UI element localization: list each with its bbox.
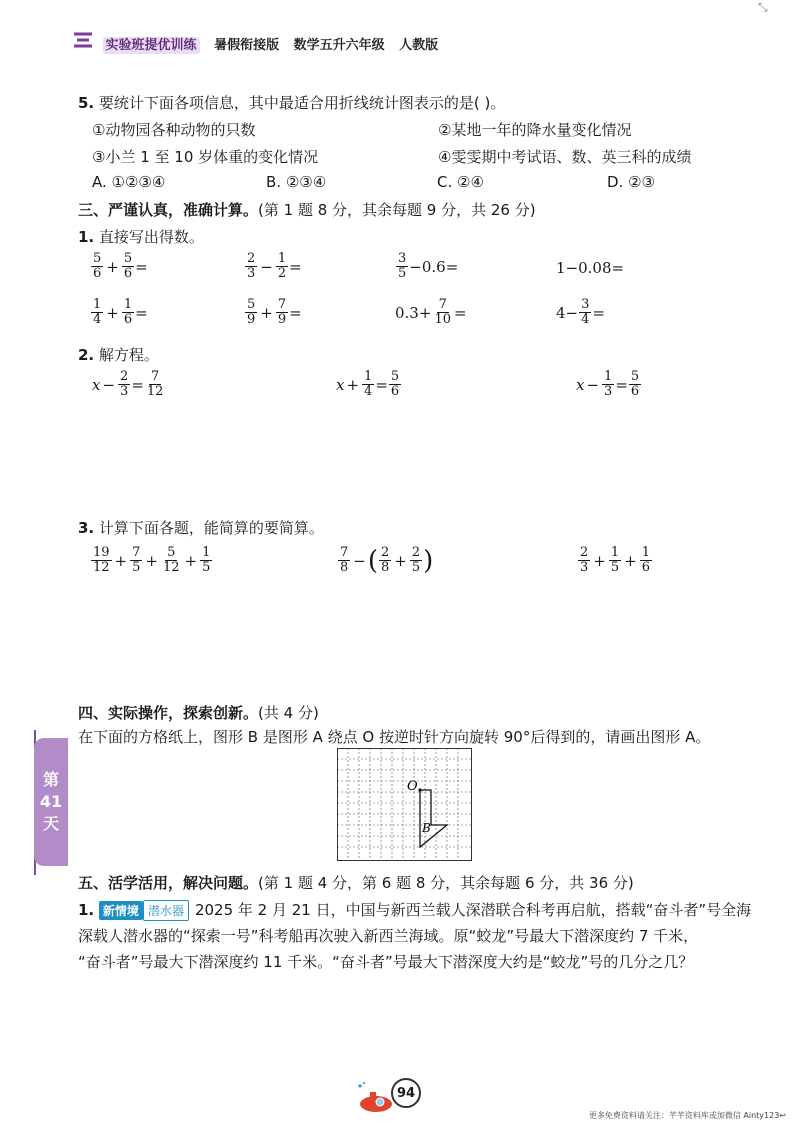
simplify-1: $\frac{19}{12}$ + $\frac{7}{5}$ + $\frac{5}{12}$ + $\frac{1}{5}$ bbox=[93, 545, 211, 575]
q5-item-2: ②某地一年的降水量变化情况 bbox=[438, 121, 632, 139]
calc-b2: $\frac{5}{9}$ + $\frac{7}{9}$ = bbox=[247, 297, 302, 327]
page-number: 94 bbox=[391, 1078, 421, 1108]
section3-title: 三、严谨认真，准确计算。 bbox=[78, 201, 259, 219]
q5-choice-a: A. ①②③④ bbox=[92, 173, 166, 191]
header-brand: 实验班提优训练 bbox=[103, 37, 200, 54]
section4-heading bbox=[78, 702, 319, 723]
s5-q1-text-3: “奋斗者”号最大下潜深度约 11 千米。“奋斗者”号最大下潜深度大约是“蛟龙”号的几分之几？ bbox=[78, 953, 694, 971]
point-o bbox=[418, 788, 421, 791]
calc-b3: 0.3+ $\frac{7}{10}$ = bbox=[395, 297, 467, 327]
section5-title: 五、活学活用，解决问题。 bbox=[78, 874, 259, 892]
side-tab-day bbox=[34, 738, 68, 866]
section4-title: 四、实际操作，探索创新。 bbox=[78, 704, 259, 722]
q5-choice-c: C. ②④ bbox=[437, 173, 484, 191]
section5-heading bbox=[78, 872, 634, 893]
calc-a2: $\frac{2}{3}$ − $\frac{1}{2}$ = bbox=[247, 251, 302, 281]
calc-a4: 1−0.08= bbox=[556, 259, 625, 277]
q5-item-1: ①动物园各种动物的只数 bbox=[92, 121, 256, 139]
s3-q3-number: 3. bbox=[78, 519, 95, 537]
calc-a1: $\frac{5}{6}$ + $\frac{5}{6}$ = bbox=[93, 251, 148, 281]
section3-note: (第 1 题 8 分，其余每题 9 分，共 26 分) bbox=[258, 201, 536, 219]
q5-item-4: ④雯雯期中考试语、数、英三科的成绩 bbox=[438, 148, 692, 166]
side-tab-line2: 41 bbox=[39, 792, 63, 811]
s3-q2-heading bbox=[78, 344, 159, 365]
header bbox=[74, 34, 438, 53]
simplify-2: $\frac{7}{8}$ − ( $\frac{2}{8}$ + $\frac{2}{5}$ ) bbox=[340, 545, 434, 576]
q5-stem-line bbox=[78, 92, 505, 113]
s3-q1-text: 直接写出得数。 bbox=[98, 228, 204, 246]
s3-q3-text: 计算下面各题，能简算的要简算。 bbox=[98, 519, 324, 537]
header-edition: 暑假衔接版 bbox=[214, 38, 280, 53]
side-tab-line3: 天 bbox=[42, 814, 59, 833]
footer-note: 更多免费资料请关注：芊芊资料库或加微信 Ainty123↩ bbox=[588, 1111, 786, 1120]
s5-q1-text-1: 2025 年 2 月 21 日，中国与新西兰载人深潜联合科考再启航，搭载“奋斗者”号全海 bbox=[194, 901, 752, 919]
s5-q1-text-2: 深载人潜水器的“探索一号”科考船再次驶入新西兰海域。原“蛟龙”号最大下潜深度约 7 千米， bbox=[78, 927, 699, 945]
s5-q1-number: 1. bbox=[78, 901, 95, 919]
s3-q3-heading bbox=[78, 517, 324, 538]
section3-heading bbox=[78, 199, 536, 220]
rotation-grid[interactable] bbox=[337, 748, 472, 861]
new-context-badge: 新情境 bbox=[99, 901, 143, 920]
s5-q1-line1 bbox=[78, 899, 751, 921]
header-subject: 数学五升六年级 bbox=[293, 38, 385, 53]
submersible-badge: 潜水器 bbox=[143, 900, 189, 921]
q5-choice-b: B. ②③④ bbox=[266, 173, 327, 191]
q5-choice-d: D. ②③ bbox=[607, 173, 655, 191]
s3-q1-heading bbox=[78, 226, 204, 247]
label-o: O bbox=[407, 779, 418, 794]
calc-a3: $\frac{3}{5}$ −0.6= bbox=[398, 251, 459, 281]
equation-2: x + $\frac{1}{4}$ = $\frac{5}{6}$ bbox=[336, 369, 400, 399]
side-tab-line1: 第 bbox=[42, 770, 59, 789]
simplify-3: $\frac{2}{3}$ + $\frac{1}{5}$ + $\frac{1}{6}$ bbox=[580, 545, 650, 575]
section4-text: 在下面的方格纸上，图形 B 是图形 A 绕点 O 按逆时针方向旋转 90°后得到的，请画出图形 A。 bbox=[78, 728, 711, 746]
calc-b1: $\frac{1}{4}$ + $\frac{1}{6}$ = bbox=[93, 297, 148, 327]
corner-arrow-icon: ⤡ bbox=[758, 0, 768, 14]
label-b: B bbox=[422, 821, 431, 835]
q5-number: 5. bbox=[78, 94, 95, 112]
s3-q2-number: 2. bbox=[78, 346, 95, 364]
q5-item-3: ③小兰 1 至 10 岁体重的变化情况 bbox=[92, 148, 319, 166]
s3-q1-number: 1. bbox=[78, 228, 95, 246]
section4-note: (共 4 分) bbox=[258, 704, 319, 722]
submarine-icon bbox=[354, 1080, 394, 1116]
section5-note: (第 1 题 4 分，第 6 题 8 分，其余每题 6 分，共 36 分) bbox=[258, 874, 634, 892]
figure-b bbox=[420, 790, 447, 847]
equation-1: x − $\frac{2}{3}$ = $\frac{7}{12}$ bbox=[92, 369, 164, 399]
calc-b4: 4− $\frac{3}{4}$ = bbox=[556, 297, 605, 327]
q5-stem: 要统计下面各项信息，其中最适合用折线统计图表示的是( )。 bbox=[98, 94, 506, 112]
s3-q2-text: 解方程。 bbox=[98, 346, 159, 364]
header-publisher: 人教版 bbox=[399, 38, 439, 53]
equation-3: x − $\frac{1}{3}$ = $\frac{5}{6}$ bbox=[576, 369, 640, 399]
